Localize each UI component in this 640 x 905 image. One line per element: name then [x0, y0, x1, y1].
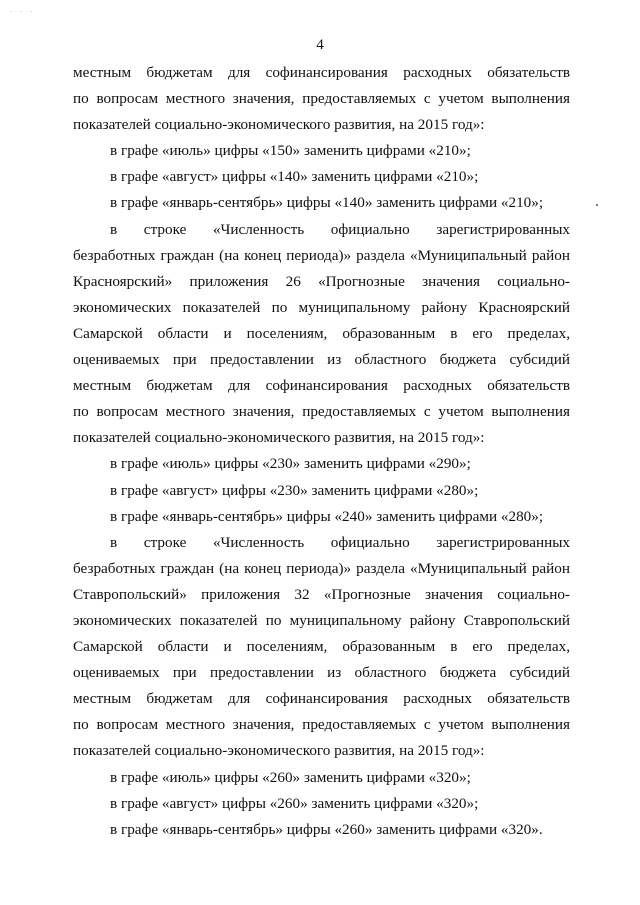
text-line: Ставропольский» приложения 32 «Прогнозные значения социально- — [73, 585, 570, 603]
text-line: местным бюджетам для софинансирования расходных обязательств — [73, 690, 570, 708]
text-line: в графе «август» цифры «260» заменить цифрами «320»; — [110, 794, 479, 812]
text-line: оцениваемых при предоставлении из областного бюджета субсидий — [73, 664, 570, 682]
text-line: показателей социально-экономического развития, на 2015 год»: — [73, 116, 485, 134]
text-line: в графе «январь-сентябрь» цифры «260» заменить цифрами «320». — [110, 820, 543, 838]
text-line: в графе «август» цифры «140» заменить цифрами «210»; — [110, 168, 479, 186]
text-line: в строке «Численность официально зарегистрированных — [110, 220, 570, 238]
text-line: Самарской области и поселениям, образованным в его пределах, — [73, 324, 570, 342]
scan-margin-mark: · · · — [10, 8, 36, 16]
text-line: по вопросам местного значения, предоставляемых с учетом выполнения — [73, 90, 570, 108]
text-line: безработных граждан (на конец периода)» раздела «Муниципальный район — [73, 559, 570, 577]
document-body — [73, 60, 570, 843]
text-line: местным бюджетам для софинансирования расходных обязательств — [73, 377, 570, 395]
text-line: экономических показателей по муниципальному району Красноярский — [73, 298, 570, 316]
page-number: 4 — [316, 37, 324, 53]
text-line: показателей социально-экономического развития, на 2015 год»: — [73, 742, 485, 760]
text-line: безработных граждан (на конец периода)» раздела «Муниципальный район — [73, 246, 570, 264]
text-line: в графе «август» цифры «230» заменить цифрами «280»; — [110, 481, 479, 499]
text-line: в графе «июль» цифры «150» заменить цифрами «210»; — [110, 142, 471, 160]
text-line: в графе «июль» цифры «230» заменить цифрами «290»; — [110, 455, 471, 473]
text-line: в графе «январь-сентябрь» цифры «240» заменить цифрами «280»; — [110, 507, 544, 525]
text-line: в графе «июль» цифры «260» заменить цифрами «320»; — [110, 768, 471, 786]
text-line: по вопросам местного значения, предоставляемых с учетом выполнения — [73, 403, 570, 421]
text-line: местным бюджетам для софинансирования расходных обязательств — [73, 64, 570, 81]
text-line: в строке «Численность официально зарегистрированных — [110, 533, 570, 551]
text-line: оцениваемых при предоставлении из областного бюджета субсидий — [73, 351, 570, 369]
text-line: показателей социально-экономического развития, на 2015 год»: — [73, 429, 485, 447]
text-line: по вопросам местного значения, предоставляемых с учетом выполнения — [73, 716, 570, 734]
text-line: Самарской области и поселениям, образованным в его пределах, — [73, 638, 570, 656]
text-line: экономических показателей по муниципальному району Ставропольский — [73, 611, 570, 629]
text-line: в графе «январь-сентябрь» цифры «140» заменить цифрами «210»; — [110, 194, 544, 212]
scan-speck — [596, 204, 598, 206]
text-line: Красноярский» приложения 26 «Прогнозные значения социально- — [73, 272, 570, 290]
